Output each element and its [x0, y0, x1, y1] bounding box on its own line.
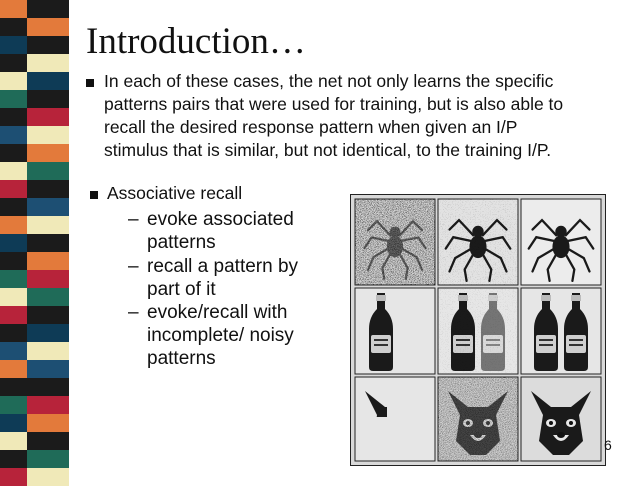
decorative-color-stripe [0, 0, 69, 478]
stripe-block [27, 360, 69, 378]
stripe-block [0, 450, 27, 468]
stripe-block [27, 108, 69, 126]
page-number: 6 [604, 437, 612, 453]
stripe-block [0, 288, 27, 306]
stripe-block [0, 198, 27, 216]
stripe-block [27, 450, 69, 468]
stripe-block [27, 378, 69, 396]
dog-partial-recall [438, 377, 518, 461]
stripe-block [0, 54, 27, 72]
stripe-block [27, 234, 69, 252]
figure-canvas [351, 195, 605, 465]
bullet-1-paragraph [104, 70, 563, 162]
subitem-3: – evoke/recall with incomplete/ noisy patterns [128, 302, 294, 369]
bullet-1-line: stimulus that is similar, but not identical, to the training I/P. [104, 140, 552, 160]
stripe-block [0, 306, 27, 324]
bullet-square-icon [86, 79, 94, 87]
stripe-block [0, 36, 27, 54]
stripe-block [27, 216, 69, 234]
stripe-block [27, 144, 69, 162]
stripe-block [27, 72, 69, 90]
stripe-block [27, 198, 69, 216]
stripe-block [0, 216, 27, 234]
bullet-1-line: recall the desired response pattern when given an I/P [104, 117, 518, 137]
stripe-block [0, 414, 27, 432]
stripe-block [27, 288, 69, 306]
associative-recall-figure [350, 194, 606, 466]
bullet-square-icon [90, 191, 98, 199]
bottles-partial-recall [438, 288, 518, 374]
bullet-2-label: Associative recall [107, 183, 243, 203]
stripe-block [0, 342, 27, 360]
subitem-line: part of it [147, 279, 216, 300]
stripe-block [0, 252, 27, 270]
stripe-block [27, 90, 69, 108]
stripe-block [0, 270, 27, 288]
stripe-block [27, 432, 69, 450]
stripe-block [27, 36, 69, 54]
spider-partial-recall [438, 199, 518, 285]
stripe-block [0, 90, 27, 108]
stripe-block [27, 252, 69, 270]
stripe-block [0, 324, 27, 342]
stripe-block [0, 360, 27, 378]
stripe-block [0, 0, 27, 18]
subitem-1: – evoke associated patterns [128, 209, 294, 253]
subitem-line: patterns [147, 232, 216, 253]
stripe-block [0, 162, 27, 180]
stripe-block [0, 18, 27, 36]
stripe-block [0, 180, 27, 198]
stripe-block [0, 144, 27, 162]
stripe-block [0, 378, 27, 396]
stripe-block [0, 108, 27, 126]
stripe-block [27, 0, 69, 18]
stripe-block [0, 72, 27, 90]
stripe-block [0, 234, 27, 252]
stripe-block [27, 162, 69, 180]
subitem-line: patterns [147, 348, 216, 369]
stripe-block [27, 396, 69, 414]
stripe-block [0, 432, 27, 450]
stripe-block [27, 126, 69, 144]
subitem-line: evoke associated [147, 209, 294, 230]
stripe-block [27, 414, 69, 432]
spider-noisy-input [355, 199, 435, 285]
stripe-block [27, 54, 69, 72]
bullet-1-line: In each of these cases, the net not only learns the specific [104, 71, 554, 91]
stripe-block [27, 306, 69, 324]
bullet-1-line: patterns pairs that were used for training, but is also able to [104, 94, 564, 114]
subitem-line: incomplete/ noisy [147, 325, 294, 346]
stripe-block [27, 18, 69, 36]
subitem-line: recall a pattern by [147, 256, 299, 277]
stripe-block [0, 468, 27, 486]
subitem-line: evoke/recall with [147, 302, 288, 323]
stripe-block [27, 468, 69, 486]
slide-title: Introduction… [86, 21, 306, 62]
subitem-2: – recall a pattern by part of it [128, 256, 299, 300]
stripe-block [27, 270, 69, 288]
stripe-block [27, 324, 69, 342]
stripe-block [0, 396, 27, 414]
stripe-block [27, 342, 69, 360]
stripe-block [27, 180, 69, 198]
stripe-block [0, 126, 27, 144]
